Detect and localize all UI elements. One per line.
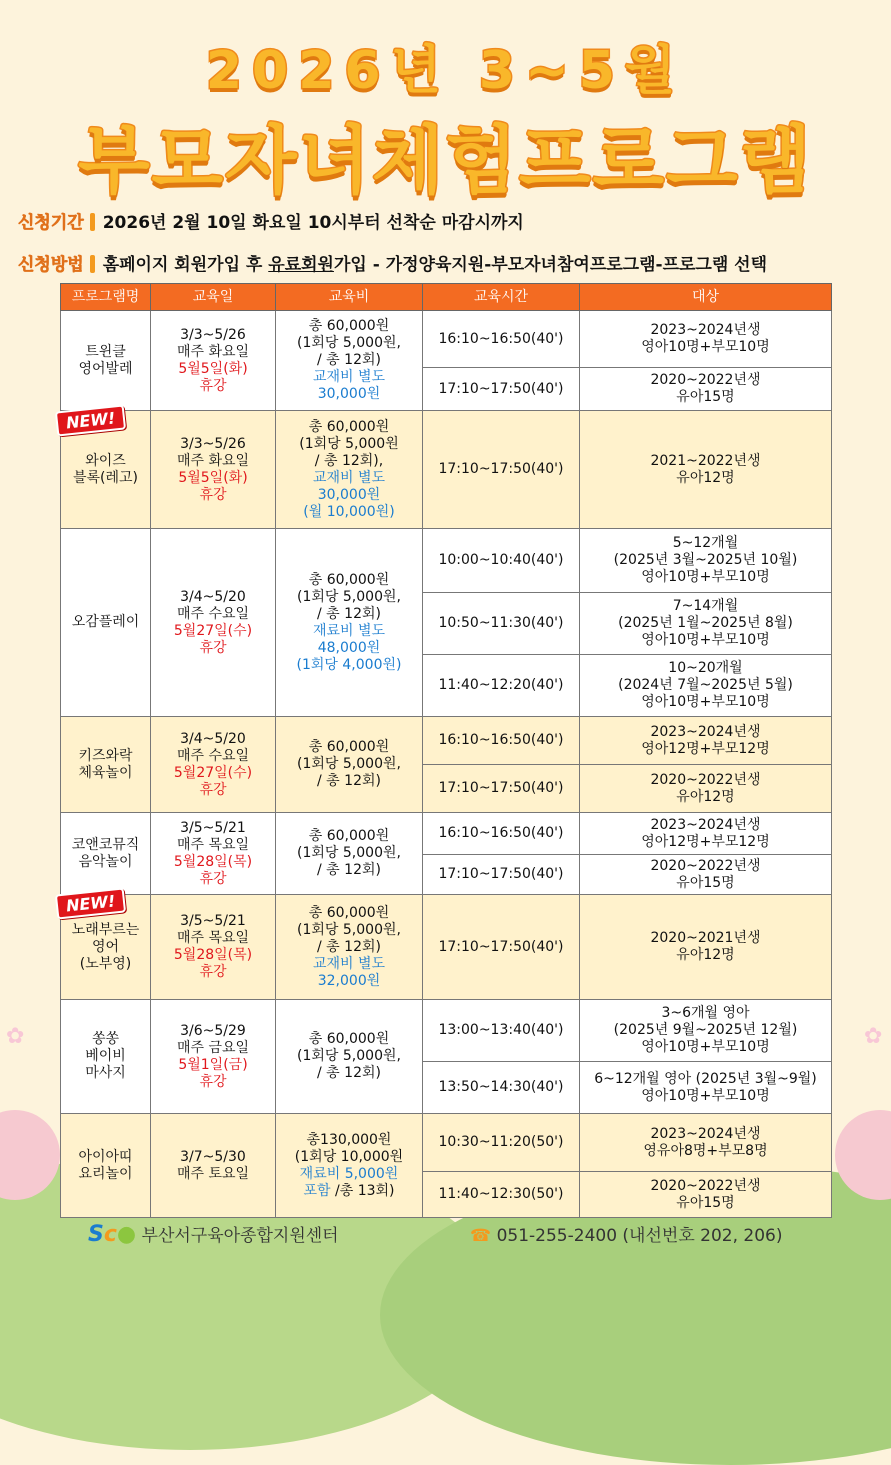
time-cell [423, 855, 580, 895]
program-name: (노부영) [79, 955, 132, 972]
fee-extra-text: (월 10,000원) [303, 503, 395, 520]
new-badge: NEW! [55, 404, 126, 436]
holiday-note: 휴강 [199, 377, 227, 394]
target-text: 영아10명+부모10명 [641, 339, 770, 355]
target-text: 2023~2024년생 [650, 1125, 761, 1142]
program-dates: 3/5~5/21 [180, 913, 246, 929]
table-row [61, 1114, 832, 1172]
program-name-cell [61, 529, 151, 717]
target-cell [580, 717, 832, 765]
target-text: (2025년 9월~2025년 12월) [613, 1022, 798, 1038]
header-dates: 교육일 [151, 284, 276, 311]
program-dates: 매주 금요일 [176, 1039, 250, 1056]
target-text: 6~12개월 영아 (2025년 3월~9월) [594, 1070, 817, 1087]
footer-phone [470, 1221, 783, 1246]
target-text: (2025년 3월~2025년 10월) [613, 552, 798, 568]
dates-cell [151, 529, 276, 717]
program-dates: 매주 목요일 [176, 930, 250, 946]
time-cell [423, 1062, 580, 1114]
target-cell [580, 368, 832, 411]
target-text: 영아10명+부모10명 [641, 632, 770, 648]
divider-bar [90, 255, 95, 273]
target-cell [580, 411, 832, 529]
holiday-note: 5월28일(목) [173, 947, 253, 963]
program-name: 영어발레 [78, 360, 133, 377]
program-dates: 3/5~5/21 [180, 819, 246, 836]
fee-cell [276, 895, 423, 1000]
fee-text: (1회당 5,000원, [297, 921, 401, 938]
period-text: 2026년 2월 10일 화요일 10시부터 선착순 마감시까지 [102, 213, 524, 233]
fee-extra [278, 1183, 420, 1200]
target-text: 2020~2022년생 [650, 372, 761, 388]
program-name: 코앤코뮤직 [71, 836, 140, 853]
table-row [61, 411, 832, 529]
program-name: 영어 [91, 938, 120, 955]
fee-extra-text: 재료비 별도 [312, 622, 386, 639]
session-time: 17:10~17:50(40') [438, 461, 564, 477]
flower-icon: ✿ [6, 1024, 25, 1049]
method-label: 신청방법 [18, 255, 84, 275]
fee-extra-text: 포함 [303, 1182, 331, 1199]
session-time: 11:40~12:30(50') [438, 1186, 564, 1202]
org-name: 부산서구육아종합지원센터 [141, 1226, 339, 1246]
program-dates: 매주 목요일 [176, 836, 250, 853]
fee-extra-text: 48,000원 [317, 639, 381, 656]
time-cell [423, 655, 580, 717]
footer-org [88, 1221, 339, 1247]
flower-icon: ✿ [864, 1024, 883, 1049]
program-name: 노래부르는 [71, 921, 140, 938]
fee-text: / 총 12회) [317, 605, 381, 622]
target-cell [580, 311, 832, 368]
dates-cell [151, 311, 276, 411]
fee-cell [276, 1000, 423, 1114]
page-title: 부모자녀체험프로그램 [78, 118, 813, 204]
time-cell [423, 717, 580, 765]
header-time: 교육시간 [423, 284, 580, 311]
fee-text: (1회당 5,000원, [297, 335, 401, 351]
program-name: 요리놀이 [78, 1165, 133, 1182]
dates-cell [151, 1114, 276, 1218]
divider-bar [90, 213, 95, 231]
dates-cell [151, 411, 276, 529]
header-fee: 교육비 [276, 284, 423, 311]
program-dates: 매주 토요일 [176, 1165, 250, 1182]
fee-text: (1회당 5,000원, [297, 845, 401, 861]
time-cell [423, 1114, 580, 1172]
program-dates: 매주 화요일 [176, 452, 250, 469]
program-name: 와이즈 [85, 452, 126, 469]
fee-cell [276, 529, 423, 717]
fee-extra-text: 재료비 5,000원 [299, 1165, 399, 1182]
target-text: 영아10명+부모10명 [641, 569, 770, 585]
phone-number: 051-255-2400 (내선번호 202, 206) [496, 1226, 783, 1246]
phone-icon: ☎ [470, 1226, 492, 1246]
program-dates: 3/4~5/20 [180, 588, 246, 605]
target-text: 유아12명 [676, 947, 735, 963]
holiday-note: 휴강 [199, 870, 227, 887]
session-time: 13:00~13:40(40') [438, 1022, 564, 1038]
method-text-pre: 홈페이지 회원가입 후 [102, 255, 269, 275]
program-dates: 3/4~5/20 [180, 730, 246, 747]
table-row [61, 529, 832, 593]
time-cell [423, 1000, 580, 1062]
target-text: 유아15명 [676, 389, 735, 405]
target-text: 영아12명+부모12명 [641, 740, 770, 757]
fee-text: / 총 12회) [317, 1065, 381, 1081]
target-cell [580, 765, 832, 813]
target-text: 2023~2024년생 [650, 816, 761, 833]
program-name-cell [61, 717, 151, 813]
fee-text: 총 60,000원 [308, 571, 390, 588]
time-cell [423, 895, 580, 1000]
program-name-cell [61, 813, 151, 895]
fee-cell [276, 717, 423, 813]
target-text: 영아10명+부모10명 [641, 1087, 770, 1104]
holiday-note: 휴강 [199, 486, 227, 503]
target-cell [580, 655, 832, 717]
target-cell [580, 1000, 832, 1062]
fee-extra [278, 1166, 420, 1183]
program-name: 키즈와락 [78, 747, 133, 764]
fee-text: / 총 12회) [317, 938, 381, 955]
time-cell [423, 411, 580, 529]
fee-extra-text: (1회당 4,000원) [296, 656, 402, 673]
time-cell [423, 1172, 580, 1218]
program-name: 블록(레고) [72, 469, 139, 486]
fee-extra-text: 30,000원 [317, 486, 381, 503]
dates-cell [151, 895, 276, 1000]
holiday-note: 5월27일(수) [173, 622, 253, 639]
target-text: 2023~2024년생 [650, 723, 761, 740]
holiday-note: 5월27일(수) [173, 764, 253, 781]
fee-text: 총 60,000원 [308, 418, 390, 435]
program-name: 트윈클 [85, 343, 126, 360]
holiday-note: 휴강 [199, 781, 227, 798]
session-time: 17:10~17:50(40') [438, 866, 564, 882]
fee-text: (1회당 5,000원, [297, 1048, 401, 1064]
target-text: 2020~2022년생 [650, 857, 761, 874]
table-row [61, 717, 832, 765]
program-dates: 매주 수요일 [176, 747, 250, 764]
fee-text: (1회당 5,000원, [297, 588, 401, 605]
fee-extra-text: 교재비 별도 [312, 469, 386, 486]
target-text: 2023~2024년생 [650, 322, 761, 338]
time-cell [423, 529, 580, 593]
fee-text: 총130,000원 [306, 1131, 392, 1148]
target-text: 유아12명 [676, 469, 735, 486]
program-name: 베이비 [85, 1048, 126, 1064]
target-cell [580, 1114, 832, 1172]
session-time: 11:40~12:20(40') [438, 677, 564, 693]
program-name: 쏭쏭 [91, 1031, 120, 1047]
method-text-post: 가입 - 가정양육지원-부모자녀참여프로그램-프로그램 선택 [333, 255, 768, 275]
holiday-note: 휴강 [199, 964, 227, 980]
program-dates: 3/7~5/30 [180, 1148, 246, 1165]
target-text: 5~12개월 [672, 535, 739, 551]
target-text: 유아15명 [676, 874, 735, 891]
target-text: 2020~2021년생 [650, 930, 761, 946]
target-text: 유아15명 [676, 1194, 735, 1211]
fee-text: / 총 12회) [317, 352, 381, 368]
target-text: 영아12명+부모12명 [641, 833, 770, 850]
target-text: 7~14개월 [672, 598, 739, 614]
fee-text: 총 60,000원 [308, 904, 390, 921]
dates-cell [151, 1000, 276, 1114]
application-method [18, 250, 767, 275]
time-cell [423, 368, 580, 411]
target-text: 영유아8명+부모8명 [643, 1142, 768, 1159]
fee-cell [276, 311, 423, 411]
fee-extra-text: 교재비 별도 [312, 369, 386, 385]
program-table [60, 283, 832, 1218]
target-cell [580, 813, 832, 855]
fee-text: 총 60,000원 [308, 828, 390, 844]
holiday-note: 휴강 [199, 639, 227, 656]
target-text: 10~20개월 [668, 660, 743, 676]
fee-extra-text: 32,000원 [317, 972, 381, 989]
time-cell [423, 311, 580, 368]
session-time: 17:10~17:50(40') [438, 780, 564, 796]
program-name-cell [61, 1000, 151, 1114]
session-time: 16:10~16:50(40') [438, 330, 564, 347]
table-row [61, 311, 832, 368]
table-row [61, 1000, 832, 1062]
fee-text: / 총 12회), [314, 452, 384, 469]
new-badge: NEW! [55, 887, 126, 919]
holiday-note: 5월28일(목) [173, 853, 253, 870]
dates-cell [151, 717, 276, 813]
program-name-cell [61, 311, 151, 411]
target-text: 3~6개월 영아 [661, 1005, 750, 1021]
fee-text: 총 60,000원 [308, 739, 390, 755]
fee-text: / 총 12회) [317, 773, 381, 789]
session-time: 10:50~11:30(40') [438, 615, 564, 631]
target-text: 영아10명+부모10명 [641, 694, 770, 710]
fee-text: / 총 12회) [317, 862, 381, 878]
fee-extra-text: 30,000원 [317, 386, 381, 402]
target-text: 2021~2022년생 [650, 452, 761, 469]
header-program-name: 프로그램명 [61, 284, 151, 311]
program-dates: 3/3~5/26 [180, 435, 246, 452]
holiday-note: 5월1일(금) [178, 1056, 248, 1073]
table-row [61, 813, 832, 855]
fee-text: 총 60,000원 [308, 318, 390, 334]
dates-cell [151, 813, 276, 895]
method-text-underline: 유료회원 [268, 255, 334, 275]
session-time: 16:10~16:50(40') [438, 732, 564, 748]
target-cell [580, 1172, 832, 1218]
fee-tail: /총 13회) [330, 1182, 395, 1199]
program-name: 체육놀이 [78, 764, 133, 781]
target-text: (2024년 7월~2025년 5월) [618, 677, 793, 693]
session-time: 10:30~11:20(50') [438, 1134, 564, 1150]
target-text: 영아10명+부모10명 [641, 1039, 770, 1055]
target-cell [580, 895, 832, 1000]
program-dates: 3/3~5/26 [180, 326, 246, 343]
application-period [18, 208, 524, 233]
table-row [61, 895, 832, 1000]
fee-cell [276, 813, 423, 895]
program-dates: 매주 수요일 [176, 605, 250, 622]
fee-cell [276, 411, 423, 529]
session-time: 13:50~14:30(40') [438, 1079, 564, 1095]
period-label: 신청기간 [18, 213, 84, 233]
target-cell [580, 1062, 832, 1114]
program-name: 마사지 [85, 1065, 126, 1081]
program-name: 음악놀이 [78, 853, 133, 870]
time-cell [423, 813, 580, 855]
table-header-row [61, 284, 832, 311]
target-text: 2020~2022년생 [650, 1177, 761, 1194]
fee-cell [276, 1114, 423, 1218]
fee-extra-text: 교재비 별도 [312, 955, 386, 972]
session-time: 17:10~17:50(40') [438, 380, 564, 397]
target-cell [580, 529, 832, 593]
program-name-cell [61, 1114, 151, 1218]
time-cell [423, 593, 580, 655]
holiday-note: 5월5일(화) [178, 360, 248, 377]
target-text: 2020~2022년생 [650, 771, 761, 788]
title-year: 2026년 3~5월 [205, 41, 686, 101]
fee-text: (1회당 5,000원 [299, 435, 399, 452]
session-time: 10:00~10:40(40') [438, 552, 564, 568]
program-name: 아이아띠 [78, 1148, 133, 1165]
program-name: 오감플레이 [71, 614, 140, 630]
header-target: 대상 [580, 284, 832, 311]
target-text: (2025년 1월~2025년 8월) [618, 615, 793, 631]
target-text: 유아12명 [676, 788, 735, 805]
time-cell [423, 765, 580, 813]
session-time: 16:10~16:50(40') [438, 825, 564, 841]
program-dates: 3/6~5/29 [180, 1022, 246, 1039]
target-cell [580, 855, 832, 895]
target-cell [580, 593, 832, 655]
holiday-note: 휴강 [199, 1073, 227, 1090]
fee-text: (1회당 10,000원 [294, 1148, 404, 1165]
fee-text: 총 60,000원 [308, 1031, 390, 1047]
session-time: 17:10~17:50(40') [438, 938, 564, 955]
program-dates: 매주 화요일 [176, 343, 250, 360]
holiday-note: 5월5일(화) [178, 469, 248, 486]
center-logo-icon: Sc● [88, 1222, 137, 1247]
fee-text: (1회당 5,000원, [297, 756, 401, 772]
